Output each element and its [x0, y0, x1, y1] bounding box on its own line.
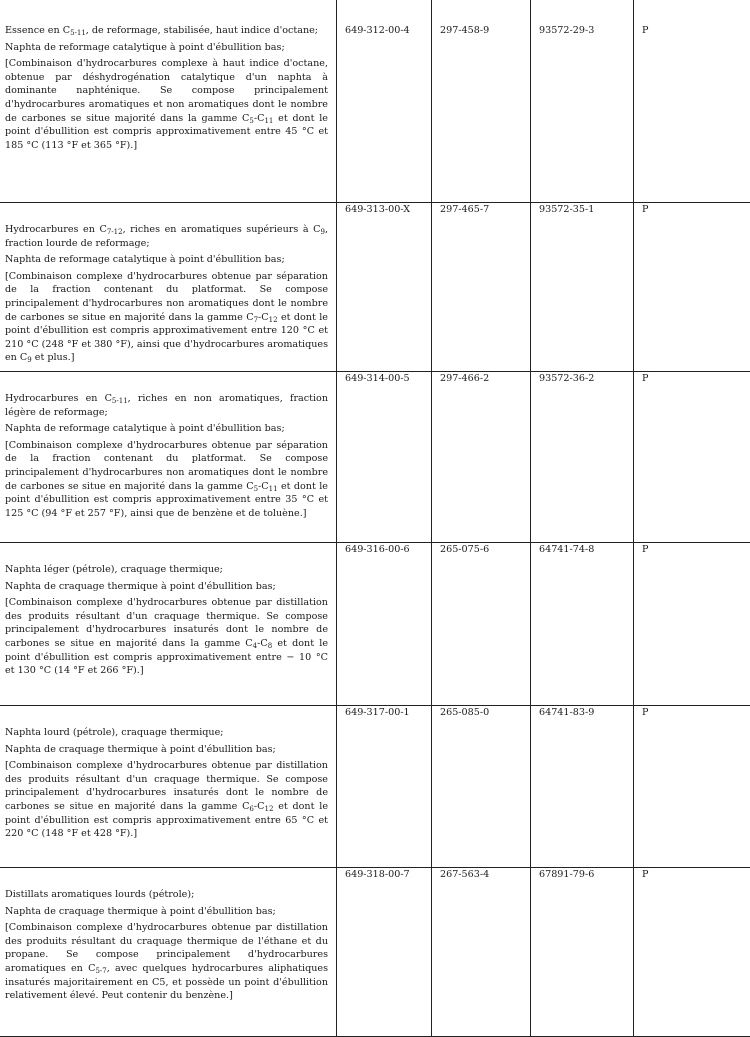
index-number: 649-316-00-6 [337, 543, 432, 706]
substance-description: [Combinaison complexe d'hydrocarbures obtenue par distillation des produits résultant d'un craquage thermique. Se compose principalement d'hydrocarbures insaturés dont le nombre de carbones se situe en majorité dans la gamme $C_6-C_{12}$ et dont le point d'ébullition est compris approximativement entre 65 °C et 220 °C (148 °F et 428 °F).] [5, 759, 328, 841]
cas-number: 64741-83-9 [531, 706, 634, 868]
substance-name: Naphta lourd (pétrole), craquage thermique; [5, 706, 328, 740]
note-code: P [634, 868, 750, 1037]
note-code: P [634, 203, 750, 372]
substance-synonym: Naphta de reformage catalytique à point d'ébullition bas; [5, 41, 328, 55]
substance-cell [0, 543, 337, 706]
index-number: 649-312-00-4 [337, 0, 432, 203]
substance-description: [Combinaison complexe d'hydrocarbures obtenue par distillation des produits résultant d'un craquage thermique. Se compose principalement d'hydrocarbures insaturés dont le nombre de carbones se situe en majorité dans la gamme $C_4-C_8$ et dont le point d'ébullition est compris approximativement entre − 10 °C et 130 °C (14 °F et 266 °F).] [5, 596, 328, 678]
cas-number: 93572-35-1 [531, 203, 634, 372]
substance-cell [0, 203, 337, 372]
substance-cell [0, 868, 337, 1037]
substance-cell [0, 706, 337, 868]
cas-number: 67891-79-6 [531, 868, 634, 1037]
substance-name: Essence en $C_{5-11}$, de reformage, stabilisée, haut indice d'octane; [5, 0, 328, 38]
ec-number: 267-563-4 [432, 868, 531, 1037]
note-code: P [634, 543, 750, 706]
index-number: 649-318-00-7 [337, 868, 432, 1037]
table-row [0, 868, 750, 1037]
table-row [0, 706, 750, 868]
index-number: 649-317-00-1 [337, 706, 432, 868]
note-code: P [634, 372, 750, 543]
substance-cell [0, 372, 337, 543]
index-number: 649-313-00-X [337, 203, 432, 372]
ec-number: 265-075-6 [432, 543, 531, 706]
substance-description: [Combinaison complexe d'hydrocarbures obtenue par distillation des produits résultant du craquage thermique de l'éthane et du propane. Se compose principalement d'hydrocarbures aromatiques en $C_{5-7}$, avec quelques hydrocarbures aliphatiques insaturés majoritairement en C5, et possède un point d'ébullition relativement élevé. Peut contenir du benzène.] [5, 921, 328, 1003]
ec-number: 297-466-2 [432, 372, 531, 543]
substance-cell [0, 0, 337, 203]
substance-name: Hydrocarbures en $C_{5-11}$, riches en non aromatiques, fraction légère de reformage; [5, 372, 328, 419]
substance-description: [Combinaison d'hydrocarbures complexe à haut indice d'octane, obtenue par déshydrogénation catalytique d'un naphta à dominante naphténique. Se compose principalement d'hydrocarbures aromatiques et non aromatiques dont le nombre de carbones se situe majorité dans la gamme $C_5-C_{11}$ et dont le point d'ébullition est compris approximativement entre 45 °C et 185 °C (113 °F et 365 °F).] [5, 57, 328, 152]
note-code: P [634, 0, 750, 203]
substance-synonym: Naphta de craquage thermique à point d'ébullition bas; [5, 905, 328, 919]
ec-number: 265-085-0 [432, 706, 531, 868]
substance-synonym: Naphta de reformage catalytique à point d'ébullition bas; [5, 253, 328, 267]
substance-description: [Combinaison complexe d'hydrocarbures obtenue par séparation de la fraction contenant du platformat. Se compose principalement d'hydrocarbures non aromatiques dont le nombre de carbones se situe en majorité dans la gamme $C_5-C_{11}$ et dont le point d'ébullition est compris approximativement entre 35 °C et 125 °C (94 °F et 257 °F), ainsi que de benzène et de toluène.] [5, 439, 328, 521]
note-code: P [634, 706, 750, 868]
table-row [0, 372, 750, 543]
substance-synonym: Naphta de craquage thermique à point d'ébullition bas; [5, 743, 328, 757]
cas-number: 64741-74-8 [531, 543, 634, 706]
substance-name: Hydrocarbures en $C_{7-12}$, riches en aromatiques supérieurs à $C_9$, fraction lourde de reformage; [5, 203, 328, 250]
index-number: 649-314-00-5 [337, 372, 432, 543]
table-row [0, 203, 750, 372]
table-row [0, 0, 750, 203]
substance-name: Naphta léger (pétrole), craquage thermique; [5, 543, 328, 577]
substance-description: [Combinaison complexe d'hydrocarbures obtenue par séparation de la fraction contenant du platformat. Se compose principalement d'hydrocarbures non aromatiques dont le nombre de carbones se situe en majorité dans la gamme $C_7-C_{12}$ et dont le point d'ébullition est compris approximativement entre 120 °C et 210 °C (248 °F et 380 °F), ainsi que d'hydrocarbures aromatiques en $C_9$ et plus.] [5, 270, 328, 365]
ec-number: 297-458-9 [432, 0, 531, 203]
substance-synonym: Naphta de craquage thermique à point d'ébullition bas; [5, 580, 328, 594]
cas-number: 93572-29-3 [531, 0, 634, 203]
table-row [0, 543, 750, 706]
ec-number: 297-465-7 [432, 203, 531, 372]
cas-number: 93572-36-2 [531, 372, 634, 543]
substance-synonym: Naphta de reformage catalytique à point d'ébullition bas; [5, 422, 328, 436]
substance-name: Distillats aromatiques lourds (pétrole); [5, 868, 328, 902]
